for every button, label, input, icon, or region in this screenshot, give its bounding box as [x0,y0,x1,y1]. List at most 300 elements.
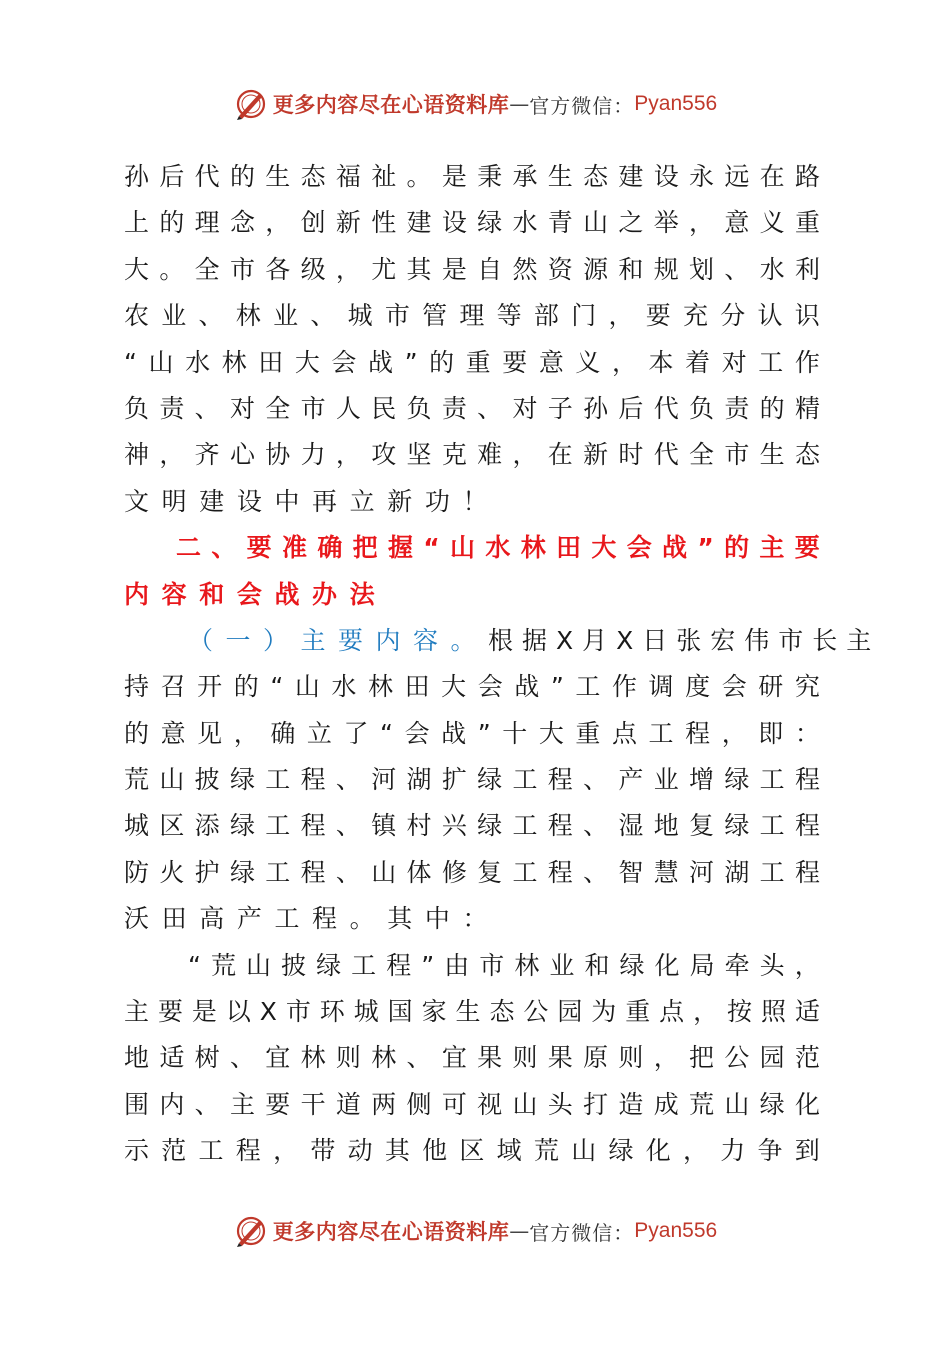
glyph: 战 [514,672,540,702]
glyph: ， [335,440,361,470]
glyph: 市 [285,997,311,1027]
glyph: 则 [335,1043,361,1073]
glyph: 代 [653,393,679,423]
glyph: 上 [124,208,150,238]
glyph: 水 [512,208,538,238]
glyph: 大 [538,718,564,748]
glyph: 林 [371,1043,397,1073]
glyph: 、 [198,301,224,331]
glyph: ， [512,440,538,470]
glyph: 二 [176,533,202,563]
glyph: 程 [685,718,711,748]
glyph: 工 [575,672,601,702]
glyph: 绿 [477,765,503,795]
glyph: 持 [124,672,150,702]
glyph: 的 [724,533,750,563]
glyph: 、 [194,1089,220,1119]
glyph: 确 [317,533,343,563]
glyph: 即 [758,718,784,748]
glyph: 把 [689,1043,715,1073]
glyph: 会 [404,718,430,748]
glyph: 和 [584,950,610,980]
banner-wechat-id: Pyan556 [634,92,718,115]
glyph: 的 [124,718,150,748]
glyph: 心 [229,440,255,470]
glyph: 程 [300,765,326,795]
glyph: 设 [236,486,262,516]
glyph: 孙 [124,162,150,191]
text-line [124,200,820,246]
glyph: 水 [331,672,357,702]
glyph: ： [794,718,820,748]
glyph: 程 [547,857,573,887]
glyph: 区 [459,1136,485,1166]
glyph: 是 [441,162,467,191]
glyph: 后 [618,393,644,423]
glyph: 林 [300,1043,326,1073]
glyph: 尤 [371,254,397,284]
glyph: 重 [575,718,601,748]
glyph: 村 [406,811,432,841]
glyph: 协 [265,440,291,470]
glyph: 程 [547,765,573,795]
glyph: 设 [441,208,467,238]
glyph: 承 [512,162,538,191]
glyph: 全 [194,254,220,284]
glyph: 中 [274,486,300,516]
text-line [124,803,820,849]
glyph: 、 [583,811,609,841]
glyph: 孙 [583,393,609,423]
glyph: 城 [347,301,373,331]
glyph: 生 [759,440,785,470]
glyph: 度 [685,672,711,702]
text-line [124,711,820,757]
glyph: 国 [387,997,413,1027]
glyph: 战 [274,579,300,609]
glyph: 园 [759,1043,785,1073]
glyph: 负 [124,393,150,423]
banner-separator: — [509,92,530,116]
glyph: 新 [583,440,609,470]
glyph: 侧 [406,1089,432,1119]
glyph: 举 [653,208,679,238]
glyph: 田 [161,904,187,934]
glyph: 则 [618,1043,644,1073]
glyph: ， [265,208,291,238]
glyph: 到 [794,1136,820,1166]
glyph: 级 [300,254,326,284]
glyph: 环 [319,997,345,1027]
glyph: 分 [720,301,746,331]
banner-wechat-label: 官方微信： [529,93,635,118]
glyph: 河 [689,857,715,887]
glyph: 山 [246,950,272,980]
glyph: 准 [281,533,307,563]
glyph: 重 [465,347,491,377]
glyph: 沃 [124,904,150,934]
glyph: 创 [300,208,326,238]
glyph: 林 [235,301,261,331]
glyph: 、 [194,393,220,423]
glyph: 田 [258,347,284,377]
glyph: 要 [794,533,820,563]
pen-ring-logo-icon [233,1213,269,1249]
glyph: 法 [349,579,375,609]
glyph: 义 [575,347,601,377]
glyph: 、 [335,811,361,841]
glyph: 念 [229,208,255,238]
glyph: 再 [312,486,338,516]
glyph: 绿 [477,208,503,238]
glyph: 披 [281,950,307,980]
glyph: 功 [424,486,450,516]
glyph: 生 [547,162,573,191]
glyph: 时 [618,440,644,470]
text-line-with-subsection [124,618,881,664]
glyph: 内 [124,579,150,609]
glyph: 代 [653,440,679,470]
glyph: 则 [512,1043,538,1073]
glyph: 义 [759,208,785,238]
heading-line [124,572,820,618]
glyph: 精 [794,393,820,423]
glyph: 、 [229,1043,255,1073]
glyph: ， [611,347,637,377]
glyph: 。 [159,254,185,284]
glyph: 、 [406,1043,432,1073]
glyph: 和 [618,254,644,284]
glyph: 态 [489,997,515,1027]
glyph: 秉 [477,162,503,191]
glyph: 责 [724,393,750,423]
glyph: 两 [371,1089,397,1119]
glyph: 其 [387,904,413,934]
text-line [124,479,820,525]
glyph: 田 [556,533,582,563]
glyph: 青 [547,208,573,238]
glyph: 、 [335,857,361,887]
glyph: 了 [343,718,369,748]
glyph: 调 [648,672,674,702]
footer-banner [0,1211,950,1251]
glyph: 扩 [441,765,467,795]
header-banner [0,84,950,124]
glyph: 研 [758,672,784,702]
glyph: 工 [759,811,785,841]
glyph: 工 [274,904,300,934]
glyph: 程 [547,811,573,841]
glyph: 局 [689,950,715,980]
glyph: 主 [124,997,150,1027]
glyph: 作 [611,672,637,702]
glyph: 公 [724,1043,750,1073]
glyph: 荒 [210,950,236,980]
glyph: 代 [194,162,220,191]
glyph: 绿 [619,950,645,980]
glyph: 他 [422,1136,448,1166]
glyph: 水 [759,254,785,284]
glyph: 工 [512,857,538,887]
glyph: 修 [441,857,467,887]
glyph: 和 [199,579,225,609]
document-body [124,154,881,1175]
glyph: 为 [591,997,617,1027]
glyph: 工 [351,950,377,980]
glyph: 把 [352,533,378,563]
glyph: 绿 [724,811,750,841]
glyph: 性 [371,208,397,238]
glyph: 工 [265,857,291,887]
glyph: 头 [759,950,785,980]
glyph: 路 [794,162,820,191]
glyph: 力 [300,440,326,470]
text-line [124,293,820,339]
glyph: 镇 [371,811,397,841]
section-heading [124,525,820,618]
glyph: 业 [273,301,299,331]
glyph: 山 [512,1089,538,1119]
glyph: 办 [312,579,338,609]
glyph: 程 [235,1136,261,1166]
glyph: 福 [335,162,361,191]
glyph: 本 [648,347,674,377]
glyph: 复 [689,811,715,841]
glyph: 示 [124,1136,150,1166]
glyph: 防 [124,857,150,887]
glyph: 要 [265,1089,291,1119]
glyph: 荒 [124,765,150,795]
glyph: 产 [618,765,644,795]
glyph: 、 [583,857,609,887]
glyph: 中 [424,904,450,934]
glyph: 、 [583,765,609,795]
glyph: 建 [406,208,432,238]
glyph: 识 [794,301,820,331]
glyph: “ [124,347,137,377]
glyph: “ [423,533,440,563]
glyph: 带 [310,1136,336,1166]
glyph: 城 [124,811,150,841]
glyph: 化 [654,950,680,980]
glyph: 区 [159,811,185,841]
glyph: 造 [618,1089,644,1119]
glyph: 地 [653,811,679,841]
glyph: 业 [653,765,679,795]
glyph: 体 [406,857,432,887]
glyph: 程 [794,811,820,841]
text-line [124,340,820,386]
glyph: ： [462,904,488,934]
glyph: 农 [124,301,150,331]
text-line [124,1082,820,1128]
glyph: ” [421,950,435,980]
glyph: 力 [720,1136,746,1166]
glyph: 慧 [653,857,679,887]
glyph: 。 [349,904,375,934]
glyph: ， [682,1136,708,1166]
text-line [124,432,820,478]
glyph: 工 [648,718,674,748]
glyph: 源 [583,254,609,284]
glyph: 意 [724,208,750,238]
glyph: 按 [727,997,753,1027]
glyph: 市 [229,254,255,284]
glyph: 生 [455,997,481,1027]
glyph: 湿 [618,811,644,841]
glyph: 永 [689,162,715,191]
glyph: 是 [441,254,467,284]
glyph: 认 [757,301,783,331]
text-line [124,896,820,942]
glyph: 范 [794,1043,820,1073]
glyph: 大 [441,672,467,702]
glyph: 可 [441,1089,467,1119]
glyph: 后 [159,162,185,191]
glyph: 荒 [689,1089,715,1119]
glyph: 化 [794,1089,820,1119]
glyph: 对 [229,393,255,423]
banner-wechat-id: Pyan556 [634,1219,718,1242]
glyph: 业 [549,950,575,980]
glyph: 确 [270,718,296,748]
heading-line [124,525,820,571]
glyph: 握 [387,533,413,563]
glyph: 开 [197,672,223,702]
glyph: 绿 [316,950,342,980]
glyph: 宜 [441,1043,467,1073]
glyph: 山 [571,1136,597,1166]
glyph: 绿 [229,857,255,887]
text-line [124,850,820,896]
glyph: 林 [514,950,540,980]
glyph: 绿 [229,765,255,795]
glyph: 智 [618,857,644,887]
glyph: 新 [387,486,413,516]
glyph: 克 [441,440,467,470]
glyph: 工 [758,347,784,377]
glyph: 负 [689,393,715,423]
glyph: 地 [124,1043,150,1073]
glyph: ， [273,1136,299,1166]
glyph: 其 [384,1136,410,1166]
glyph: 建 [618,162,644,191]
glyph: 重 [625,997,651,1027]
glyph: 新 [335,208,361,238]
glyph: 适 [794,997,820,1027]
glyph: 其 [406,254,432,284]
glyph: 湖 [724,857,750,887]
glyph: 坚 [406,440,432,470]
glyph: 添 [194,811,220,841]
glyph: 高 [199,904,225,934]
glyph: 山 [294,672,320,702]
glyph: 绿 [724,765,750,795]
glyph: 利 [794,254,820,284]
glyph: 然 [512,254,538,284]
glyph: 要 [502,347,528,377]
glyph: 责 [159,393,185,423]
glyph: 理 [194,208,220,238]
glyph: 增 [689,765,715,795]
glyph: 程 [794,765,820,795]
glyph: 意 [538,347,564,377]
glyph: 复 [477,857,503,887]
glyph: 水 [485,533,511,563]
glyph: 要 [157,997,183,1027]
text-line [124,386,820,432]
glyph: 远 [724,162,750,191]
glyph: 山 [583,208,609,238]
glyph: 、 [724,254,750,284]
glyph: 负 [406,393,432,423]
glyph: “ [188,950,201,980]
glyph: 以 [225,997,251,1027]
glyph: ， [721,718,747,748]
glyph: 工 [759,857,785,887]
glyph: 门 [571,301,597,331]
glyph: 争 [757,1136,783,1166]
glyph: 战 [441,718,467,748]
glyph: 立 [349,486,375,516]
glyph: 划 [689,254,715,284]
glyph: 攻 [371,440,397,470]
glyph: 果 [477,1043,503,1073]
glyph: 护 [194,857,220,887]
text-line [124,989,820,1035]
glyph: ” [477,718,491,748]
glyph: 由 [444,950,470,980]
glyph: 市 [479,950,505,980]
glyph: ！ [462,486,488,516]
glyph: 态 [794,440,820,470]
glyph: 见 [197,718,223,748]
glyph: 绿 [759,1089,785,1119]
glyph: 工 [265,765,291,795]
glyph: 城 [353,997,379,1027]
glyph: 工 [759,765,785,795]
glyph: 适 [159,1043,185,1073]
glyph: 工 [512,811,538,841]
glyph: 的 [233,672,259,702]
glyph: 、 [335,765,361,795]
glyph: 、 [477,393,503,423]
glyph: ， [233,718,259,748]
glyph: 难 [477,440,503,470]
subsection-label: （一）主要内容。 [188,625,489,655]
glyph: 民 [371,393,397,423]
glyph: 在 [547,440,573,470]
glyph: 大 [124,254,150,284]
text-line [124,154,820,200]
glyph: 管 [422,301,448,331]
paragraph-3 [124,943,820,1175]
text-line [124,247,820,293]
glyph: 范 [161,1136,187,1166]
glyph: 绿 [477,811,503,841]
glyph: 视 [477,1089,503,1119]
glyph: 市 [300,393,326,423]
glyph: 意 [160,718,186,748]
glyph: 建 [199,486,225,516]
glyph: 兴 [441,811,467,841]
glyph: 山 [148,347,174,377]
glyph: 照 [760,997,786,1027]
glyph: 公 [523,997,549,1027]
glyph: 程 [300,857,326,887]
glyph: ， [335,254,361,284]
glyph: 明 [161,486,187,516]
